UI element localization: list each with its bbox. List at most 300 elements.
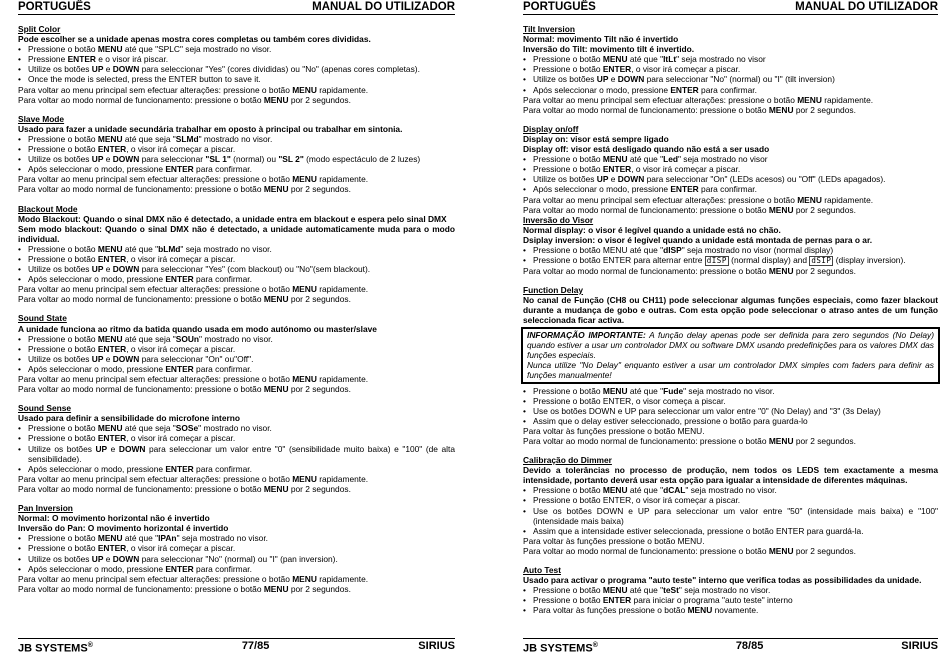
list-item <box>18 423 455 433</box>
text-run: IPAn <box>158 533 177 544</box>
paragraph <box>523 426 938 436</box>
text-run: MENU <box>263 294 289 305</box>
text-run: MENU <box>602 54 628 65</box>
text-run: para confirmar. <box>193 363 252 374</box>
text-run: INFORMAÇÃO IMPORTANTE: <box>527 330 646 341</box>
page-footer <box>523 640 938 654</box>
text-run: ENTER <box>165 164 194 175</box>
text-run: para seleccionar "Yes" (cores divididas) ou "No" (apenas cores completas). <box>139 64 420 75</box>
text-run: Pressione o botão <box>533 54 603 65</box>
text-run: Display on: visor está sempre ligado <box>523 133 669 144</box>
text-run: por 2 segundos. <box>288 384 351 395</box>
text-run: Pressione o botão ENTER para alternar entre <box>533 255 705 266</box>
page-right <box>475 0 950 654</box>
text-run: MENU <box>768 545 794 556</box>
text-run: Usado para definir a sensibilidade do microfone interno <box>18 413 240 424</box>
list-item <box>523 406 938 416</box>
text-run: Utilize os botões <box>28 264 92 275</box>
text-run: Pressione o botão <box>28 144 98 155</box>
text-run: DOWN <box>112 154 140 165</box>
list-item <box>18 44 455 54</box>
text-run: até que " <box>122 243 159 254</box>
text-run: UP <box>91 64 104 75</box>
paragraph <box>523 195 938 205</box>
bold-text <box>523 144 938 154</box>
page-header <box>18 0 455 13</box>
text-run: Após seleccionar o modo, pressione <box>533 84 671 95</box>
paragraph <box>18 384 455 394</box>
section <box>523 24 938 115</box>
text-run: MENU <box>768 204 794 215</box>
section-title: Function Delay <box>523 284 584 295</box>
text-run: MENU <box>797 194 822 205</box>
text-run: por 2 segundos. <box>793 435 856 446</box>
list-item <box>18 164 455 174</box>
text-run: para confirmar. <box>193 563 252 574</box>
text-run: Pressione o botão ENTER, o visor irá começar a piscar. <box>533 495 741 506</box>
bold-text <box>523 225 938 235</box>
text-run: por 2 segundos. <box>288 294 351 305</box>
text-run: Para voltar ao menu principal sem efectuar alterações: pressione o botão <box>18 284 293 295</box>
bold-text <box>523 465 938 485</box>
list-item <box>18 144 455 154</box>
text-run: MENU <box>263 184 289 195</box>
text-run: " seja mostrado no visor. <box>180 243 272 254</box>
text-run: e <box>103 64 113 75</box>
text-run: e <box>608 174 618 185</box>
text-run: " seja mostrado no visor. <box>683 385 775 396</box>
text-run: MENU <box>292 284 317 295</box>
text-run: Devido a tolerâncias no processo de produção, nem todos os LEDS tem exactamente a mesma intensidade, portanto deverá usar esta opção para igualar a intensidade de diferentes máquinas. <box>523 465 938 486</box>
header-rule <box>18 14 455 15</box>
text-run: ENTER <box>165 563 194 574</box>
text-run: ENTER <box>67 54 96 65</box>
footer-rule <box>523 638 938 639</box>
paragraph <box>18 474 455 484</box>
text-run: para confirmar. <box>193 274 252 285</box>
text-run: até que "SPLC" seja mostrado no visor. <box>122 44 272 55</box>
section <box>18 313 455 394</box>
text-run: Normal display: o visor é legível quando a unidade está no chão. <box>523 224 781 235</box>
section <box>18 114 455 195</box>
bullet-list <box>18 134 455 174</box>
text-run: ENTER <box>165 274 194 285</box>
list-item <box>18 344 455 354</box>
text-run: (display inversion). <box>833 255 906 266</box>
paragraph <box>18 85 455 95</box>
footer-brand: JB SYSTEMS® <box>523 642 598 654</box>
text-run: ENTER <box>97 144 127 155</box>
text-run: DOWN <box>112 64 140 75</box>
text-run: por 2 segundos. <box>793 104 856 115</box>
footer-page-number: 78/85 <box>735 640 764 652</box>
bold-text <box>523 44 938 54</box>
text-run: ENTER <box>97 253 127 264</box>
page-footer <box>18 640 455 654</box>
text-run: Pressione o botão <box>533 64 603 75</box>
text-run: MENU <box>97 243 123 254</box>
text-run: Pressione o botão <box>533 164 603 175</box>
text-run: até que " <box>627 385 664 396</box>
text-run: SLMd <box>175 133 199 144</box>
list-item <box>18 444 455 464</box>
text-run: para seleccionar um valor entre "0" (sensibilidade muito baixa) e "100" (de alta sensibilidade). <box>28 443 455 464</box>
header-language: PORTUGUÊS <box>523 1 596 13</box>
section-title: Split Color <box>18 24 61 34</box>
text-run: DOWN <box>118 443 146 454</box>
list-item <box>523 386 938 396</box>
text-run: Utilize os botões <box>533 174 597 185</box>
text-run: " seja mostrado no visor. <box>176 533 268 544</box>
section-title: Slave Mode <box>18 113 65 124</box>
paragraph <box>18 584 455 594</box>
text-run: Após seleccionar o modo, pressione <box>533 184 671 195</box>
text-run: Pressione o botão <box>533 595 603 606</box>
text-run: Dsiplay inversion: o visor é legível quando a unidade está montada de pernas para o ar. <box>523 234 873 245</box>
text-run: Pressione o botão <box>28 243 98 254</box>
text-run: até que seja " <box>122 423 176 434</box>
section-title: Pan Inversion <box>18 503 73 514</box>
text-run: Para voltar às funções pressione o botão <box>533 605 688 616</box>
text-run: ENTER <box>602 64 632 75</box>
text-run: Use os botões DOWN e UP para seleccionar um valor entre "50" (intensidade mais baixa) e "100" (intensidade mais baixa) <box>533 505 938 526</box>
text-run: MENU <box>97 533 123 544</box>
text-run: novamente. <box>712 605 759 616</box>
text-run: Pressione o botão <box>28 333 98 344</box>
text-run: MENU <box>292 573 317 584</box>
text-run: SOUn <box>175 333 200 344</box>
text-run: MENU <box>292 374 317 384</box>
text-run: (modo espectáculo de 2 luzes) <box>303 154 421 165</box>
list-item <box>18 274 455 284</box>
section <box>18 24 455 105</box>
text-run: , o visor irá começar a piscar. <box>126 433 236 444</box>
list-item <box>18 564 455 574</box>
text-run: ENTER <box>165 463 194 474</box>
text-run: até que seja " <box>122 133 176 144</box>
text-run: por 2 segundos. <box>288 184 351 195</box>
list-item <box>18 74 455 84</box>
text-run: por 2 segundos. <box>288 94 351 105</box>
text-run: e <box>608 74 618 85</box>
text-run: Para voltar ao modo normal de funcionamento: pressione o botão <box>18 294 264 305</box>
page-content <box>18 24 455 594</box>
text-run: , o visor irá começar a piscar. <box>126 144 236 155</box>
text-run: Para voltar ao modo normal de funcionamento: pressione o botão <box>523 435 769 446</box>
text-run: Após seleccionar o modo, pressione <box>28 463 166 474</box>
text-run: Pressione o botão <box>28 343 98 354</box>
text-run: até que " <box>627 485 664 496</box>
section <box>18 503 455 594</box>
text-run: rapidamente. <box>821 194 874 205</box>
list-item <box>18 54 455 64</box>
page-content <box>523 24 938 615</box>
bullet-list <box>18 244 455 284</box>
text-run: Para voltar ao menu principal sem efectuar alterações: pressione o botão <box>18 573 293 584</box>
text-run: Para voltar às funções pressione o botão MENU. <box>523 535 705 546</box>
list-item <box>523 154 938 164</box>
list-item <box>18 533 455 543</box>
list-item <box>523 255 938 266</box>
section-title: Inversão do Visor <box>523 214 594 225</box>
list-item <box>18 254 455 264</box>
page-header <box>523 0 938 13</box>
text-run: para confirmar. <box>698 184 757 195</box>
text-run: DOWN <box>617 174 645 185</box>
section <box>523 124 938 215</box>
text-run: Para voltar ao modo normal de funcionamento: pressione o botão <box>523 204 769 215</box>
text-run: MENU <box>263 483 289 494</box>
text-run: ENTER <box>165 363 194 374</box>
text-run: ItLt <box>663 54 677 65</box>
bold-text <box>523 34 938 44</box>
text-run: , o visor irá começar a piscar. <box>631 164 741 175</box>
paragraph <box>523 546 938 556</box>
text-run: para seleccionar "Yes" (com blackout) ou "No"(sem blackout). <box>139 264 371 275</box>
paragraph <box>18 374 455 384</box>
list-item <box>523 585 938 595</box>
text-run: Pressione o botão <box>28 253 98 264</box>
text-run: ENTER <box>97 433 127 444</box>
paragraph <box>523 436 938 446</box>
bullet-list <box>18 423 455 473</box>
text-run: até que " <box>627 154 664 165</box>
text-run: UP <box>91 553 104 564</box>
list-item <box>523 605 938 615</box>
notice-paragraph <box>527 360 934 380</box>
text-run: Assim que o delay estiver seleccionado, pressione o botão para guarda-lo <box>533 415 808 426</box>
text-run: "SL 2" <box>278 154 304 165</box>
bold-text <box>18 214 455 224</box>
text-run: ENTER <box>97 543 127 554</box>
list-item <box>18 64 455 74</box>
text-run: até que seja " <box>122 333 176 344</box>
list-item <box>523 64 938 74</box>
section-title: Blackout Mode <box>18 203 78 214</box>
paragraph <box>523 536 938 546</box>
text-run: bLMd <box>158 243 181 254</box>
footer-brand: JB SYSTEMS® <box>18 642 93 654</box>
text-run: Para voltar ao modo normal de funcionamento: pressione o botão <box>18 184 264 195</box>
paragraph <box>523 205 938 215</box>
list-item <box>523 506 938 526</box>
bold-text <box>18 124 455 134</box>
text-run: ENTER <box>602 595 632 606</box>
section <box>523 455 938 556</box>
bold-text <box>18 224 455 244</box>
text-run: Para voltar ao modo normal de funcionamento: pressione o botão <box>523 265 769 276</box>
section <box>523 215 938 276</box>
text-run: Para voltar ao menu principal sem efectuar alterações: pressione o botão <box>523 94 798 105</box>
text-run: e o visor irá piscar. <box>95 54 169 65</box>
paragraph <box>523 95 938 105</box>
text-run: Após seleccionar o modo, pressione <box>28 274 166 285</box>
text-run: " mostrado no visor. <box>199 333 273 344</box>
text-run: Utilize os botões <box>28 154 92 165</box>
section <box>523 565 938 615</box>
text-run: Modo Blackout: Quando o sinal DMX não é detectado, a unidade entra em blackout e espera pelo sinal DMX <box>18 213 447 224</box>
text-run: para confirmar. <box>698 84 757 95</box>
list-item <box>18 364 455 374</box>
header-rule <box>523 14 938 15</box>
text-run: dCAL <box>663 485 686 496</box>
text-run: DOWN <box>617 74 645 85</box>
text-run: por 2 segundos. <box>288 583 351 594</box>
list-item <box>18 154 455 164</box>
text-run: , o visor irá começar a piscar. <box>126 253 236 264</box>
list-item <box>18 244 455 254</box>
text-run: Pressione o botão <box>533 154 603 165</box>
section-title: Sound Sense <box>18 403 72 414</box>
important-notice <box>521 327 940 383</box>
text-run: Usado para activar o programa "auto teste" interno que verifica todas as possibilidades da unidade. <box>523 575 922 586</box>
text-run: Após seleccionar o modo, pressione <box>28 363 166 374</box>
bold-text <box>18 413 455 423</box>
text-run: Para voltar ao menu principal sem efectuar alterações: pressione o botão <box>18 84 293 95</box>
text-run: Para voltar ao menu principal sem efectuar alterações: pressione o botão <box>18 174 293 185</box>
paragraph <box>523 105 938 115</box>
list-item <box>523 184 938 194</box>
list-item <box>523 495 938 505</box>
list-item <box>523 396 938 406</box>
bold-text <box>18 324 455 334</box>
paragraph <box>18 574 455 584</box>
text-run: Usado para fazer a unidade secundária trabalhar em oposto à principal ou trabalhar em sintonia. <box>18 123 403 134</box>
text-run: MENU <box>97 423 123 434</box>
text-run: Inversão do Pan: O movimento horizontal é invertido <box>18 523 229 534</box>
text-run: para confirmar. <box>193 164 252 175</box>
text-run: por 2 segundos. <box>288 483 351 494</box>
text-run: Fude <box>663 385 684 396</box>
text-run: UP <box>596 74 609 85</box>
text-run: " seja mostrado no visor. <box>685 485 777 496</box>
text-run: para iniciar o programa "auto teste" interno <box>631 595 793 606</box>
text-run: rapidamente. <box>316 84 369 95</box>
text-run: Inversão do Tilt: movimento tilt é invertido. <box>523 44 695 55</box>
list-item <box>523 526 938 536</box>
text-run: MENU <box>797 94 822 105</box>
bullet-list <box>18 44 455 84</box>
section-title: Tilt Inversion <box>523 24 575 34</box>
text-run: UP <box>91 353 104 364</box>
text-run: e <box>103 264 113 275</box>
text-run: MENU <box>97 133 123 144</box>
text-run: MENU <box>263 583 289 594</box>
text-run: teSt <box>663 585 679 596</box>
text-run: MENU <box>768 104 794 115</box>
text-run: Pressione o botão <box>28 543 98 554</box>
text-run: para seleccionar "No" (normal) ou "I" (tilt inversion) <box>644 74 835 85</box>
bold-text <box>18 513 455 523</box>
bold-text <box>18 34 455 44</box>
text-run: Utilize os botões <box>28 443 96 454</box>
paragraph <box>18 174 455 184</box>
text-run: Nunca utilize "No Delay" enquanto estiver a usar um controlador DMX simples com faders para definir as funções manualmente! <box>527 360 934 381</box>
notice-paragraph <box>527 330 934 360</box>
text-run: " seja mostrado no visor <box>676 54 766 65</box>
text-run: " mostrado no visor. <box>198 133 273 144</box>
bullet-list <box>523 485 938 535</box>
bullet-list <box>523 245 938 266</box>
text-run: para seleccionar "No" (normal) ou "I" (pan inversion). <box>139 553 338 564</box>
text-run: MENU <box>292 473 317 484</box>
text-run: por 2 segundos. <box>793 204 856 215</box>
list-item <box>18 334 455 344</box>
list-item <box>523 54 938 64</box>
text-run: MENU <box>263 94 289 105</box>
text-run: Pressione o botão <box>533 385 603 396</box>
text-run: Utilize os botões <box>533 74 597 85</box>
paragraph <box>18 294 455 304</box>
text-run: e <box>103 353 113 364</box>
text-run: Pressione o botão <box>28 533 98 544</box>
text-run: Pressione o botão ENTER, o visor começa a piscar. <box>533 395 726 406</box>
text-run: (normal) ou <box>230 154 279 165</box>
text-run: " seja mostrado no visor <box>677 154 768 165</box>
bullet-list <box>18 533 455 573</box>
text-run: " seja mostrado no visor. <box>678 585 771 596</box>
header-manual-title: MANUAL DO UTILIZADOR <box>795 1 938 13</box>
text-run: (normal display) and <box>728 255 810 266</box>
text-run: MENU <box>602 585 628 596</box>
text-run: e <box>107 443 119 454</box>
text-run: Normal: O movimento horizontal não é invertido <box>18 513 210 524</box>
footer-rule <box>18 638 455 639</box>
list-item <box>18 264 455 274</box>
text-run: SOSe <box>175 423 199 434</box>
text-run: Após seleccionar o modo, pressione <box>28 563 166 574</box>
text-run: Para voltar ao modo normal de funcionamento: pressione o botão <box>523 545 769 556</box>
text-run: A unidade funciona ao ritmo da batida quando usada em modo autónomo ou master/slave <box>18 323 377 334</box>
section-title: Display on/off <box>523 123 579 134</box>
list-item <box>18 543 455 553</box>
bold-text <box>523 575 938 585</box>
section-title: Auto Test <box>523 565 561 575</box>
paragraph <box>18 284 455 294</box>
bullet-list <box>523 585 938 615</box>
text-run: Sem modo blackout: Quando o sinal DMX não é detectado, a unidade automaticamente muda para o modo individual. <box>18 223 455 244</box>
text-run: para seleccionar <box>139 154 206 165</box>
text-run: Para voltar ao modo normal de funcionamento: pressione o botão <box>523 104 769 115</box>
bullet-list <box>523 54 938 94</box>
header-language: PORTUGUÊS <box>18 1 91 13</box>
text-run: Utilize os botões <box>28 353 92 364</box>
bullet-list <box>523 386 938 426</box>
header-manual-title: MANUAL DO UTILIZADOR <box>312 1 455 13</box>
text-run: Pressione <box>28 54 68 65</box>
text-run: Use os botões DOWN e UP para seleccionar um valor entre "0" (No Delay) and "3" (3s Delay) <box>533 405 881 416</box>
text-run: Display off: visor está desligado quando não está a ser usado <box>523 144 770 155</box>
text-run: rapidamente. <box>316 174 369 185</box>
bullet-list <box>523 154 938 194</box>
list-item <box>18 464 455 474</box>
text-run: A função delay apenas pode ser definida para zero segundos (No Delay) quando estiver a usar um controlador DMX ou software DMX usando predefinições para os valores DMX das funções especiais. <box>527 330 934 361</box>
text-run: e <box>103 553 113 564</box>
section-title: Sound State <box>18 313 67 324</box>
text-run: Após seleccionar o modo, pressione <box>28 164 166 175</box>
text-run: Para voltar ao modo normal de funcionamento: pressione o botão <box>18 94 264 105</box>
text-run: "SL 1" <box>205 154 231 165</box>
text-run: Pressione o botão <box>533 585 603 596</box>
section <box>18 403 455 494</box>
text-run: UP <box>91 264 104 275</box>
text-run: ENTER <box>670 184 699 195</box>
section-title: Calibração do Dimmer <box>523 455 612 466</box>
text-run: Pode escolher se a unidade apenas mostra cores completas ou também cores divididas. <box>18 34 371 45</box>
text-run: MENU <box>687 605 713 616</box>
text-run: " mostrado no visor. <box>198 423 272 434</box>
list-item <box>523 595 938 605</box>
